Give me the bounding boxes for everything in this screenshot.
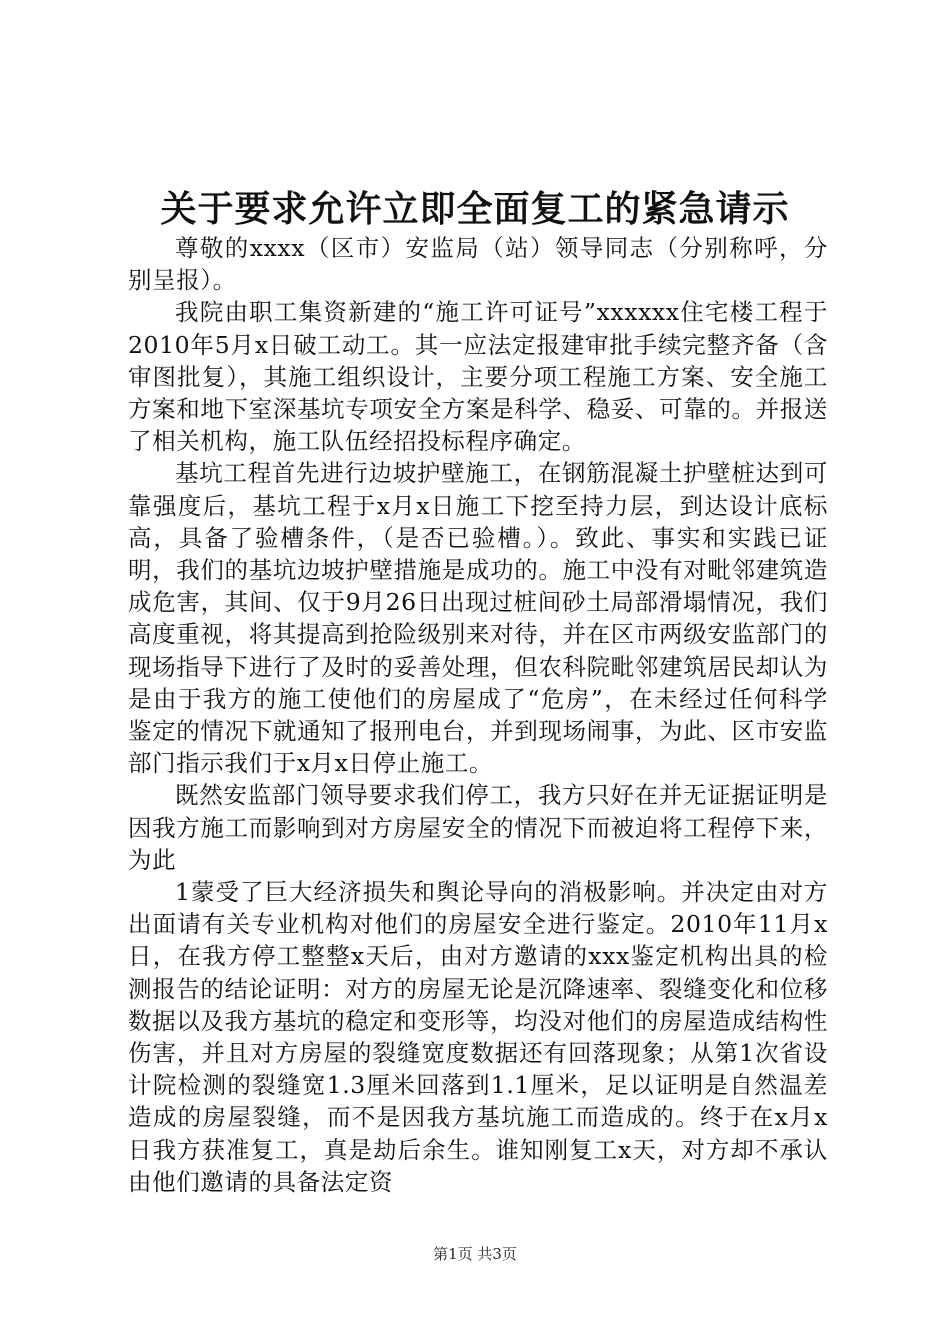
page-number-footer: 第1页 共3页 <box>433 1245 517 1263</box>
paragraph-foundation-work: 基坑工程首先进行边坡护壁施工，在钢筋混凝土护壁桩达到可靠强度后，基坑工程于x月x日施工下挖至持力层，到达设计底标高，具备了验槽条件，（是否已验槽。）。致此、事实和实践已证明，我们的基坑边坡护壁措施是成功的。施工中没有对毗邻建筑造成危害，其间、仅于9月26日出现过桩间砂土局部滑塌情况，我们高度重视，将其提高到抢险级别来对待，并在区市两级安监部门的现场指导下进行了及时的妥善处理，但农科院毗邻建筑居民却认为是由于我方的施工使他们的房屋成了“危房”，在未经过任何科学鉴定的情况下就通知了报刑电台，并到现场闹事，为此、区市安监部门指示我们于x月x日停止施工。 <box>128 459 828 778</box>
document-body <box>128 232 828 1198</box>
paragraph-work-stoppage: 既然安监部门领导要求我们停工，我方只好在并无证据证明是因我方施工而影响到对方房屋安全的情况下而被迫将工程停下来，为此 <box>128 781 828 874</box>
paragraph-project-background: 我院由职工集资新建的“施工许可证号”xxxxxx住宅楼工程于2010年5月x日破工动工。其一应法定报建审批手续完整齐备（含审图批复），其施工组织设计，主要分项工程施工方案、安全施工方案和地下室深基坑专项安全方案是科学、稳妥、可靠的。并报送了相关机构，施工队伍经招投标程序确定。 <box>128 298 828 456</box>
document-title: 关于要求允许立即全面复工的紧急请示 <box>160 188 790 230</box>
paragraph-salutation: 尊敬的xxxx（区市）安监局（站）领导同志（分别称呼，分别呈报）。 <box>128 234 828 295</box>
paragraph-inspection-result: 1蒙受了巨大经济损失和舆论导向的消极影响。并决定由对方出面请有关专业机构对他们的房屋安全进行鉴定。2010年11月x日，在我方停工整整x天后，由对方邀请的xxx鉴定机构出具的检测报告的结论证明：对方的房屋无论是沉降速率、裂缝变化和位移数据以及我方基坑的稳定和变形等，均没对他们的房屋造成结构性伤害，并且对方房屋的裂缝宽度数据还有回落现象；从第1次省设计院检测的裂缝宽1.3厘米回落到1.1厘米，足以证明是自然温差造成的房屋裂缝，而不是因我方基坑施工而造成的。终于在x月x日我方获准复工，真是劫后余生。谁知刚复工x天，对方却不承认由他们邀请的具备法定资 <box>128 878 828 1196</box>
